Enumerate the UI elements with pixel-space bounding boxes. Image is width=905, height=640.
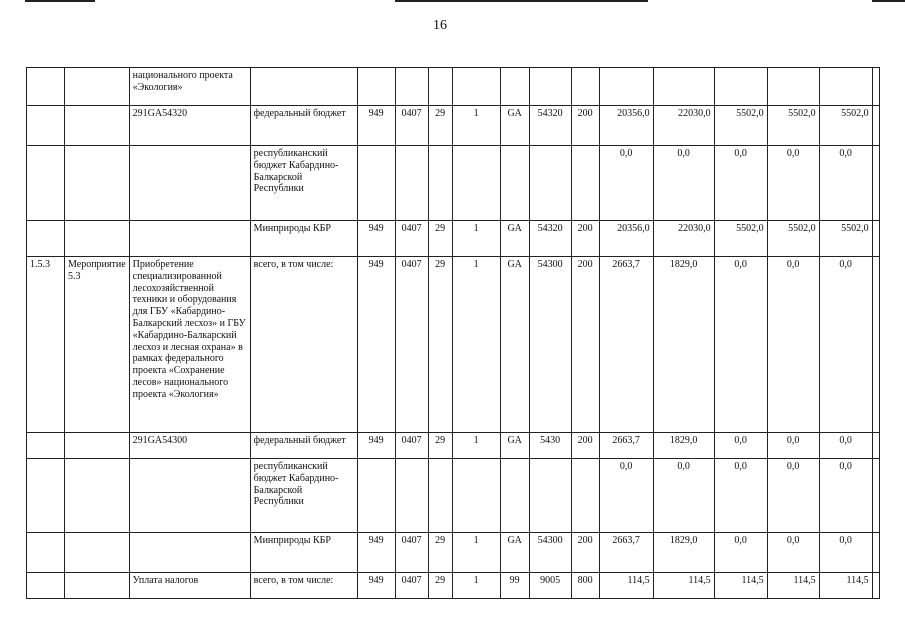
cell-subprog bbox=[452, 146, 500, 221]
cell-year-1: 114,5 bbox=[599, 573, 653, 599]
cell-year-1: 2663,7 bbox=[599, 533, 653, 573]
cell-year-1: 20356,0 bbox=[599, 106, 653, 146]
cell-number bbox=[27, 221, 65, 257]
cell-rzpr: 0407 bbox=[395, 221, 428, 257]
cell-grbs: 949 bbox=[357, 257, 395, 433]
cell-year-1: 2663,7 bbox=[599, 257, 653, 433]
cell-year-1: 0,0 bbox=[599, 146, 653, 221]
cell-prog: 29 bbox=[428, 106, 452, 146]
top-rule-center bbox=[395, 0, 648, 2]
cell-number bbox=[27, 459, 65, 533]
cell-year-1: 0,0 bbox=[599, 459, 653, 533]
cell-grbs bbox=[357, 459, 395, 533]
cell-subprog: 1 bbox=[452, 573, 500, 599]
cell-year-5 bbox=[819, 68, 872, 106]
cell-prog: 29 bbox=[428, 573, 452, 599]
cell-grbs: 949 bbox=[357, 573, 395, 599]
cell-grbs: 949 bbox=[357, 433, 395, 459]
cell-prog bbox=[428, 68, 452, 106]
cell-year-5: 5502,0 bbox=[819, 221, 872, 257]
cell-rzpr: 0407 bbox=[395, 106, 428, 146]
cell-extra bbox=[872, 106, 879, 146]
cell-source bbox=[250, 68, 357, 106]
cell-name bbox=[129, 533, 250, 573]
cell-year-2: 22030,0 bbox=[653, 106, 714, 146]
table-row bbox=[27, 146, 880, 221]
cell-year-2: 0,0 bbox=[653, 459, 714, 533]
cell-name: 291GA54300 bbox=[129, 433, 250, 459]
cell-grbs: 949 bbox=[357, 221, 395, 257]
cell-number: 1.5.3 bbox=[27, 257, 65, 433]
cell-vr: 200 bbox=[571, 533, 599, 573]
cell-grbs: 949 bbox=[357, 533, 395, 573]
cell-source: федеральный бюджет bbox=[250, 106, 357, 146]
cell-code: 54320 bbox=[529, 106, 571, 146]
cell-source: Минприроды КБР bbox=[250, 221, 357, 257]
cell-prog: 29 bbox=[428, 433, 452, 459]
cell-vr bbox=[571, 146, 599, 221]
cell-subprog: 1 bbox=[452, 106, 500, 146]
cell-year-5: 0,0 bbox=[819, 257, 872, 433]
cell-extra bbox=[872, 433, 879, 459]
cell-year-2: 0,0 bbox=[653, 146, 714, 221]
top-rule-right bbox=[872, 0, 905, 2]
cell-year-2: 1829,0 bbox=[653, 533, 714, 573]
cell-prog: 29 bbox=[428, 257, 452, 433]
cell-code bbox=[529, 146, 571, 221]
cell-year-5: 0,0 bbox=[819, 146, 872, 221]
cell-name: Уплата налогов bbox=[129, 573, 250, 599]
cell-status bbox=[65, 459, 130, 533]
cell-year-3: 0,0 bbox=[714, 433, 767, 459]
cell-source: всего, в том числе: bbox=[250, 257, 357, 433]
cell-year-2: 1829,0 bbox=[653, 257, 714, 433]
cell-rzpr bbox=[395, 459, 428, 533]
cell-status bbox=[65, 573, 130, 599]
cell-ga bbox=[500, 68, 529, 106]
cell-year-4: 0,0 bbox=[767, 433, 819, 459]
cell-rzpr: 0407 bbox=[395, 433, 428, 459]
cell-year-3: 0,0 bbox=[714, 533, 767, 573]
cell-year-4: 114,5 bbox=[767, 573, 819, 599]
cell-code: 54300 bbox=[529, 257, 571, 433]
cell-year-5: 114,5 bbox=[819, 573, 872, 599]
cell-ga: GA bbox=[500, 433, 529, 459]
cell-extra bbox=[872, 459, 879, 533]
cell-source: всего, в том числе: bbox=[250, 573, 357, 599]
cell-subprog: 1 bbox=[452, 433, 500, 459]
cell-subprog: 1 bbox=[452, 257, 500, 433]
cell-code: 54320 bbox=[529, 221, 571, 257]
cell-vr: 200 bbox=[571, 257, 599, 433]
cell-vr: 200 bbox=[571, 433, 599, 459]
budget-table bbox=[26, 67, 880, 599]
cell-year-3: 0,0 bbox=[714, 146, 767, 221]
cell-ga bbox=[500, 146, 529, 221]
cell-status: Мероприятие 5.3 bbox=[65, 257, 130, 433]
cell-name bbox=[129, 146, 250, 221]
cell-year-2: 1829,0 bbox=[653, 433, 714, 459]
cell-name: Приобретение специализированной лесохозяйственной техники и оборудования для ГБУ «Кабардино-Балкарский лесхоз» и ГБУ «Кабардино-Балкарский лесхоз и лесная охрана» в рамках федерального проекта «Сохранение лесов» национального проекта «Экология» bbox=[129, 257, 250, 433]
cell-vr: 800 bbox=[571, 573, 599, 599]
cell-ga: GA bbox=[500, 533, 529, 573]
cell-year-2: 22030,0 bbox=[653, 221, 714, 257]
cell-year-3: 5502,0 bbox=[714, 106, 767, 146]
cell-year-3: 5502,0 bbox=[714, 221, 767, 257]
cell-code: 9005 bbox=[529, 573, 571, 599]
cell-extra bbox=[872, 68, 879, 106]
cell-subprog: 1 bbox=[452, 533, 500, 573]
cell-year-2 bbox=[653, 68, 714, 106]
cell-grbs: 949 bbox=[357, 106, 395, 146]
cell-grbs bbox=[357, 68, 395, 106]
cell-prog: 29 bbox=[428, 221, 452, 257]
top-rule-left bbox=[25, 0, 95, 2]
cell-source: республиканский бюджет Кабардино-Балкарской Республики bbox=[250, 146, 357, 221]
cell-extra bbox=[872, 146, 879, 221]
cell-source: федеральный бюджет bbox=[250, 433, 357, 459]
table-row bbox=[27, 257, 880, 433]
cell-ga bbox=[500, 459, 529, 533]
cell-vr: 200 bbox=[571, 106, 599, 146]
cell-number bbox=[27, 106, 65, 146]
cell-code bbox=[529, 459, 571, 533]
cell-vr bbox=[571, 459, 599, 533]
cell-rzpr bbox=[395, 68, 428, 106]
cell-status bbox=[65, 433, 130, 459]
cell-source: Минприроды КБР bbox=[250, 533, 357, 573]
cell-status bbox=[65, 533, 130, 573]
cell-ga: GA bbox=[500, 106, 529, 146]
cell-name bbox=[129, 459, 250, 533]
cell-prog bbox=[428, 146, 452, 221]
table-row bbox=[27, 106, 880, 146]
table-row bbox=[27, 221, 880, 257]
cell-rzpr bbox=[395, 146, 428, 221]
cell-extra bbox=[872, 257, 879, 433]
cell-number bbox=[27, 68, 65, 106]
cell-status bbox=[65, 106, 130, 146]
cell-code: 5430 bbox=[529, 433, 571, 459]
cell-number bbox=[27, 533, 65, 573]
cell-year-1: 20356,0 bbox=[599, 221, 653, 257]
cell-extra bbox=[872, 221, 879, 257]
cell-year-4: 5502,0 bbox=[767, 221, 819, 257]
cell-rzpr: 0407 bbox=[395, 257, 428, 433]
cell-year-5: 5502,0 bbox=[819, 106, 872, 146]
cell-year-5: 0,0 bbox=[819, 433, 872, 459]
cell-year-4: 0,0 bbox=[767, 533, 819, 573]
cell-ga: GA bbox=[500, 221, 529, 257]
cell-year-4: 5502,0 bbox=[767, 106, 819, 146]
cell-source: республиканский бюджет Кабардино-Балкарской Республики bbox=[250, 459, 357, 533]
cell-subprog: 1 bbox=[452, 221, 500, 257]
table-row bbox=[27, 68, 880, 106]
cell-year-4: 0,0 bbox=[767, 459, 819, 533]
cell-year-4: 0,0 bbox=[767, 257, 819, 433]
cell-year-1 bbox=[599, 68, 653, 106]
cell-extra bbox=[872, 533, 879, 573]
cell-vr: 200 bbox=[571, 221, 599, 257]
table-row bbox=[27, 533, 880, 573]
cell-number bbox=[27, 433, 65, 459]
cell-year-3: 0,0 bbox=[714, 257, 767, 433]
cell-status bbox=[65, 146, 130, 221]
table-row bbox=[27, 433, 880, 459]
cell-year-4: 0,0 bbox=[767, 146, 819, 221]
page-number: 16 bbox=[433, 18, 447, 33]
cell-vr bbox=[571, 68, 599, 106]
cell-grbs bbox=[357, 146, 395, 221]
cell-extra bbox=[872, 573, 879, 599]
cell-year-1: 2663,7 bbox=[599, 433, 653, 459]
table-row bbox=[27, 459, 880, 533]
cell-year-2: 114,5 bbox=[653, 573, 714, 599]
cell-rzpr: 0407 bbox=[395, 573, 428, 599]
cell-prog bbox=[428, 459, 452, 533]
cell-ga: 99 bbox=[500, 573, 529, 599]
cell-year-5: 0,0 bbox=[819, 533, 872, 573]
cell-number bbox=[27, 146, 65, 221]
cell-year-4 bbox=[767, 68, 819, 106]
cell-prog: 29 bbox=[428, 533, 452, 573]
cell-ga: GA bbox=[500, 257, 529, 433]
cell-status bbox=[65, 68, 130, 106]
cell-year-3: 0,0 bbox=[714, 459, 767, 533]
cell-year-5: 0,0 bbox=[819, 459, 872, 533]
cell-code: 54300 bbox=[529, 533, 571, 573]
cell-status bbox=[65, 221, 130, 257]
cell-year-3: 114,5 bbox=[714, 573, 767, 599]
cell-name bbox=[129, 221, 250, 257]
cell-subprog bbox=[452, 68, 500, 106]
table-row bbox=[27, 573, 880, 599]
cell-year-3 bbox=[714, 68, 767, 106]
cell-subprog bbox=[452, 459, 500, 533]
cell-code bbox=[529, 68, 571, 106]
cell-number bbox=[27, 573, 65, 599]
cell-name: национального проекта «Экология» bbox=[129, 68, 250, 106]
cell-rzpr: 0407 bbox=[395, 533, 428, 573]
cell-name: 291GA54320 bbox=[129, 106, 250, 146]
